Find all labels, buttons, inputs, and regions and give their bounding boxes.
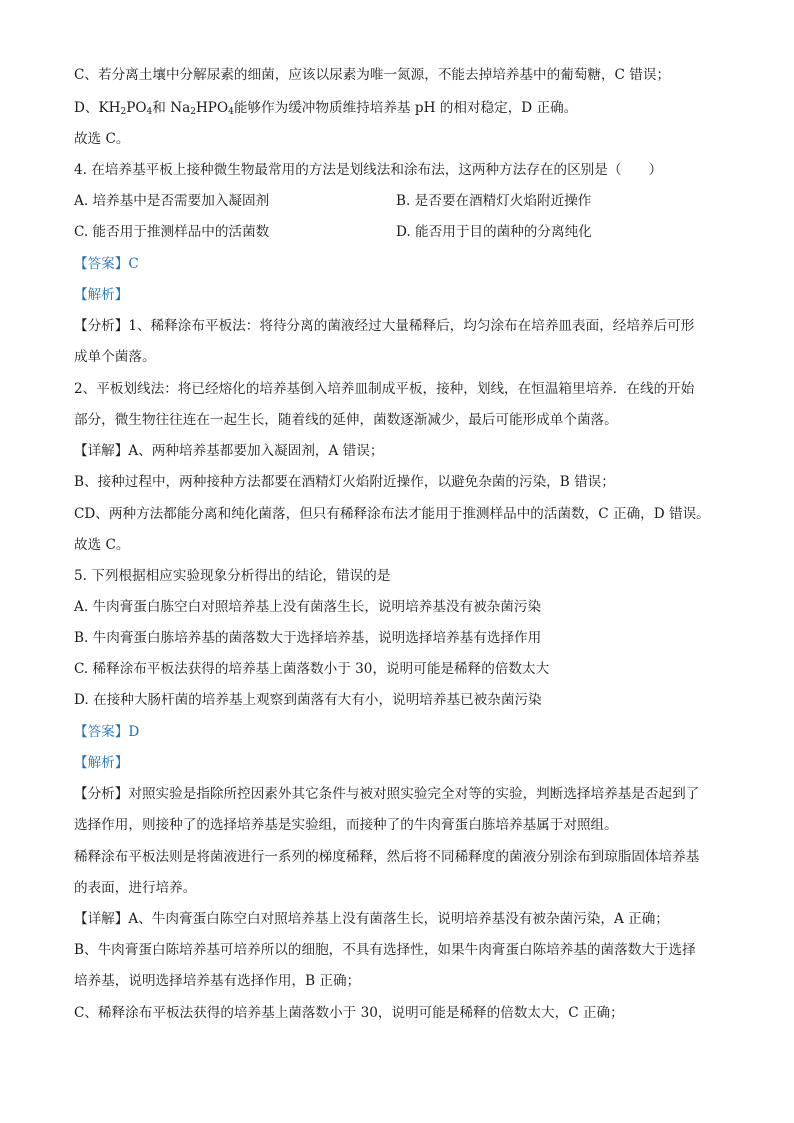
- option-d: D. 在接种大肠杆菌的培养基上观察到菌落有大有小，说明培养基已被杂菌污染: [74, 692, 542, 708]
- analysis-text: 选择作用，则接种了的选择培养基是实验组，而接种了的牛肉膏蛋白胨培养基属于对照组。: [74, 817, 618, 833]
- detail-text: 【详解】A、两种培养基都要加入凝固剂，A 错误；: [74, 443, 384, 459]
- text-fragment: PO: [126, 100, 147, 116]
- option-b: B. 是否要在酒精灯火焰附近操作: [396, 193, 592, 209]
- text-fragment: HPO: [195, 100, 229, 116]
- text-line: 故选 C。: [74, 131, 130, 147]
- analysis-text: 部分，微生物往往连在一起生长，随着线的延伸，菌数逐渐减少，最后可能形成单个菌落。: [74, 412, 618, 428]
- analysis-text: 成单个菌落。: [74, 349, 156, 365]
- text-fragment: D、KH: [74, 100, 121, 116]
- detail-text: CD、两种方法都能分离和纯化菌落，但只有稀释涂布法才能用于推测样品中的活菌数，C 正确，D 错误。: [74, 506, 710, 522]
- detail-text: 培养基，说明选择培养基有选择作用，B 正确；: [74, 973, 361, 989]
- option-a: A. 培养基中是否需要加入凝固剂: [74, 193, 270, 209]
- subscript: 2: [120, 107, 127, 117]
- subscript: 4: [228, 107, 234, 117]
- analysis-label: 【解析】: [74, 287, 129, 303]
- analysis-label: 【解析】: [74, 755, 129, 771]
- detail-text: B、接种过程中，两种接种方法都要在酒精灯火焰附近操作，以避免杂菌的污染，B 错误；: [74, 474, 615, 490]
- text-fragment: 和 Na: [152, 100, 191, 116]
- analysis-text: 【分析】1、稀释涂布平板法：将待分离的菌液经过大量稀释后，均匀涂布在培养皿表面，经培养后可形: [74, 318, 695, 334]
- option-c: C. 能否用于推测样品中的活菌数: [74, 224, 270, 240]
- question-5-stem: 5. 下列根据相应实验现象分析得出的结论，错误的是: [74, 568, 391, 584]
- option-b: B. 牛肉膏蛋白胨培养基的菌落数大于选择培养基，说明选择培养基有选择作用: [74, 630, 542, 646]
- answer-label: 【答案】D: [74, 724, 140, 740]
- text-line-chemistry: [74, 99, 724, 117]
- analysis-text: 的表面，进行培养。: [74, 880, 197, 896]
- question-4-stem: 4. 在培养基平板上接种微生物最常用的方法是划线法和涂布法，这两种方法存在的区别是（ ）: [74, 162, 663, 178]
- analysis-text: 2、平板划线法：将已经熔化的培养基倒入培养皿制成平板，接种，划线，在恒温箱里培养．在线的开始: [74, 381, 695, 397]
- option-d: D. 能否用于目的菌种的分离纯化: [396, 224, 592, 240]
- detail-text: 【详解】A、牛肉膏蛋白陈空白对照培养基上没有菌落生长，说明培养基没有被杂菌污染，A 正确；: [74, 911, 669, 927]
- subscript: 2: [190, 107, 196, 117]
- detail-text: C、稀释涂布平板法获得的培养基上菌落数小于 30，说明可能是稀释的倍数太大，C 正确；: [74, 1005, 624, 1021]
- analysis-text: 稀释涂布平板法则是将菌液进行一系列的梯度稀释，然后将不同稀释度的菌液分别涂布到琼脂固体培养基: [74, 849, 700, 865]
- option-a: A. 牛肉膏蛋白胨空白对照培养基上没有菌落生长，说明培养基没有被杂菌污染: [74, 599, 542, 615]
- subscript: 4: [146, 107, 153, 117]
- analysis-text: 【分析】对照实验是指除所控因素外其它条件与被对照实验完全对等的实验，判断选择培养基是否起到了: [74, 786, 700, 802]
- text-line: C、若分离土壤中分解尿素的细菌，应该以尿素为唯一氮源，不能去掉培养基中的葡萄糖，C 错误；: [74, 67, 671, 83]
- detail-text: 故选 C。: [74, 537, 130, 553]
- option-c: C. 稀释涂布平板法获得的培养基上菌落数小于 30，说明可能是稀释的倍数太大: [74, 661, 550, 677]
- text-fragment: 能够作为缓冲物质维持培养基 pH 的相对稳定，D 正确。: [233, 100, 578, 116]
- answer-label: 【答案】C: [74, 256, 139, 272]
- detail-text: B、牛肉膏蛋白陈培养基可培养所以的细胞，不具有选择性，如果牛肉膏蛋白陈培养基的菌落数大于选择: [74, 942, 696, 958]
